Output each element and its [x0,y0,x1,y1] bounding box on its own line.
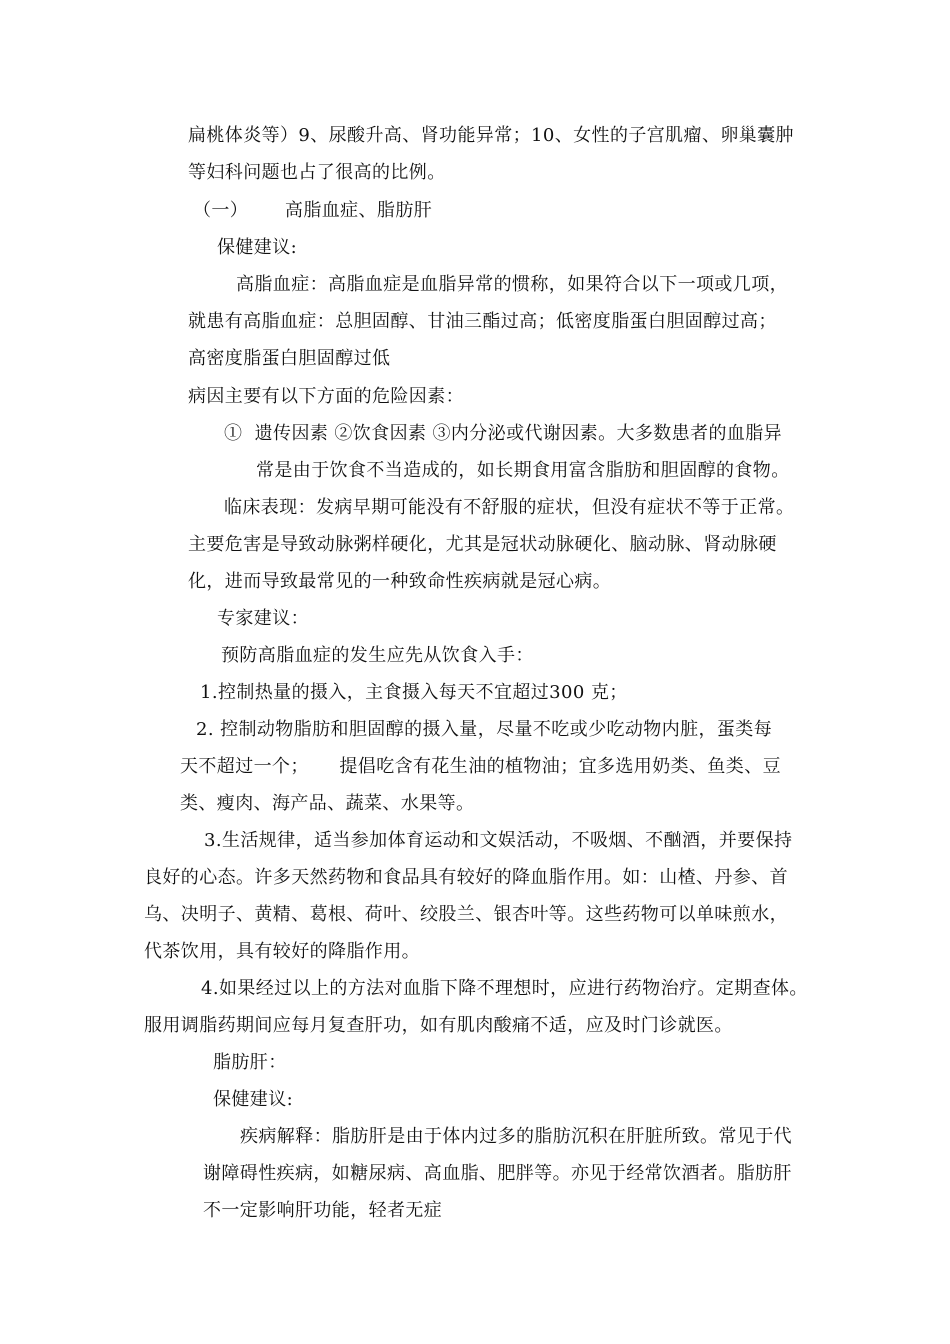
text-line-19: 类、瘦肉、海产品、蔬菜、水果等。 [180,793,475,814]
text-line-8: 病因主要有以下方面的危险因素： [188,386,464,407]
text-line-29: 谢障碍性疾病，如糖尿病、高血脂、肥胖等。亦见于经常饮酒者。脂肪肝 [203,1163,792,1184]
text-line-24: 4.如果经过以上的方法对血脂下降不理想时，应进行药物治疗。定期查体。 [201,978,808,999]
text-line-18: 天不超过一个； 提倡吃含有花生油的植物油；宜多选用奶类、鱼类、豆 [180,756,782,777]
text-line-17: 2. 控制动物脂肪和胆固醇的摄入量，尽量不吃或少吃动物内脏，蛋类每 [196,719,773,740]
section-heading: （一） 高脂血症、脂肪肝 [193,200,433,221]
text-line-16: 1.控制热量的摄入，主食摄入每天不宜超过300 克； [200,682,628,703]
text-line-22: 乌、决明子、黄精、葛根、荷叶、绞股兰、银杏叶等。这些药物可以单味煎水， [144,904,788,925]
text-line-2: 等妇科问题也占了很高的比例。 [188,162,446,183]
text-line-30: 不一定影响肝功能，轻者无症 [203,1200,443,1221]
text-line-23: 代茶饮用，具有较好的降脂作用。 [144,941,420,962]
text-line-7: 高密度脂蛋白胆固醇过低 [188,348,391,369]
text-line-1: 扁桃体炎等）9、尿酸升高、肾功能异常；10、女性的子宫肌瘤、卵巢囊肿 [188,125,794,146]
text-line-10: 常是由于饮食不当造成的，如长期食用富含脂肪和胆固醇的食物。 [256,460,790,481]
text-line-21: 良好的心态。许多天然药物和食品具有较好的降血脂作用。如：山楂、丹参、首 [144,867,788,888]
text-line-9: ① 遗传因素 ②饮食因素 ③内分泌或代谢因素。大多数患者的血脂异 [224,423,783,444]
text-line-27: 保健建议: [213,1089,294,1110]
text-line-15: 预防高脂血症的发生应先从饮食入手： [221,645,534,666]
text-line-13: 化，进而导致最常见的一种致命性疾病就是冠心病。 [188,571,612,592]
text-line-11: 临床表现：发病早期可能没有不舒服的症状，但没有症状不等于正常。 [224,497,795,518]
text-line-14: 专家建议： [217,608,309,629]
text-line-6: 就患有高脂血症：总胆固醇、甘油三酯过高；低密度脂蛋白胆固醇过高； [188,311,777,332]
text-line-4: 保健建议: [217,237,298,258]
text-line-28: 疾病解释：脂肪肝是由于体内过多的脂肪沉积在肝脏所致。常见于代 [240,1126,792,1147]
text-line-20: 3.生活规律，适当参加体育运动和文娱活动，不吸烟、不酗酒，并要保持 [204,830,793,851]
text-line-12: 主要危害是导致动脉粥样硬化，尤其是冠状动脉硬化、脑动脉、肾动脉硬 [188,534,777,555]
text-line-5: 高脂血症：高脂血症是血脂异常的惯称，如果符合以下一项或几项， [236,274,788,295]
text-line-26: 脂肪肝： [213,1052,287,1073]
text-line-25: 服用调脂药期间应每月复查肝功，如有肌肉酸痛不适，应及时门诊就医。 [144,1015,733,1036]
